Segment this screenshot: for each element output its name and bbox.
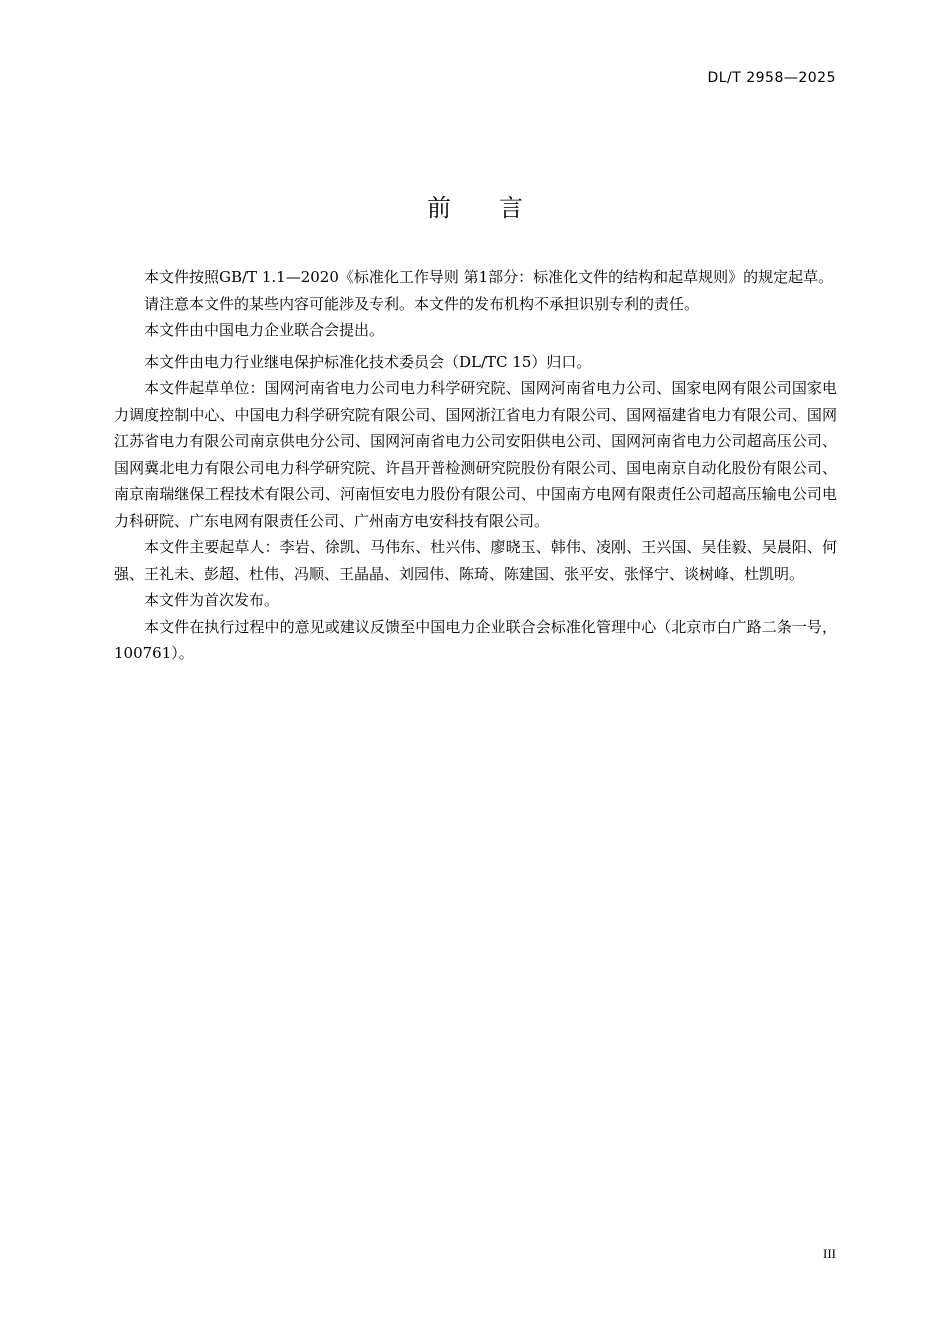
- foreword-body: [114, 264, 837, 667]
- paragraph-feedback-contact: 本文件在执行过程中的意见或建议反馈至中国电力企业联合会标准化管理中心（北京市白广路二条一号，100761）。: [114, 617, 837, 662]
- paragraph-drafting-organizations: 本文件起草单位：国网河南省电力公司电力科学研究院、国网河南省电力公司、国家电网有限公司国家电力调度控制中心、中国电力科学研究院有限公司、国网浙江省电力有限公司、国网福建省电力有限公司、国网江苏省电力有限公司南京供电分公司、国网河南省电力公司安阳供电公司、国网河南省电力公司超高压公司、国网冀北电力有限公司电力科学研究院、许昌开普检测研究院股份有限公司、国电南京自动化股份有限公司、南京南瑞继保工程技术有限公司、河南恒安电力股份有限公司、中国南方电网有限责任公司超高压输电公司电力科研院、广东电网有限责任公司、广州南方电安科技有限公司。: [114, 379, 837, 530]
- page-title: 前言: [427, 194, 571, 223]
- page-number: III: [823, 1246, 836, 1261]
- paragraph-technical-committee: 本文件由电力行业继电保护标准化技术委员会（DL/TC 15）归口。: [144, 352, 592, 371]
- paragraph-first-release: 本文件为首次发布。: [144, 591, 280, 609]
- paragraph-patent-notice: 请注意本文件的某些内容可能涉及专利。本文件的发布机构不承担识别专利的责任。: [144, 294, 700, 313]
- standard-code: DL/T 2958—2025: [707, 70, 836, 86]
- paragraph-main-drafters: 本文件主要起草人：李岩、徐凯、马伟东、杜兴伟、廖晓玉、韩伟、凌刚、王兴国、吴佳毅、吴晨阳、何强、王礼未、彭超、杜伟、冯顺、王晶晶、刘园伟、陈琦、陈建国、张平安、张怿宁、谈树峰、杜凯明。: [114, 538, 837, 583]
- paragraph-drafting-rules: 本文件按照GB/T 1.1—2020《标准化工作导则 第1部分：标准化文件的结构和起草规则》的规定起草。: [144, 268, 834, 286]
- paragraph-proposer: 本文件由中国电力企业联合会提出。: [144, 321, 385, 339]
